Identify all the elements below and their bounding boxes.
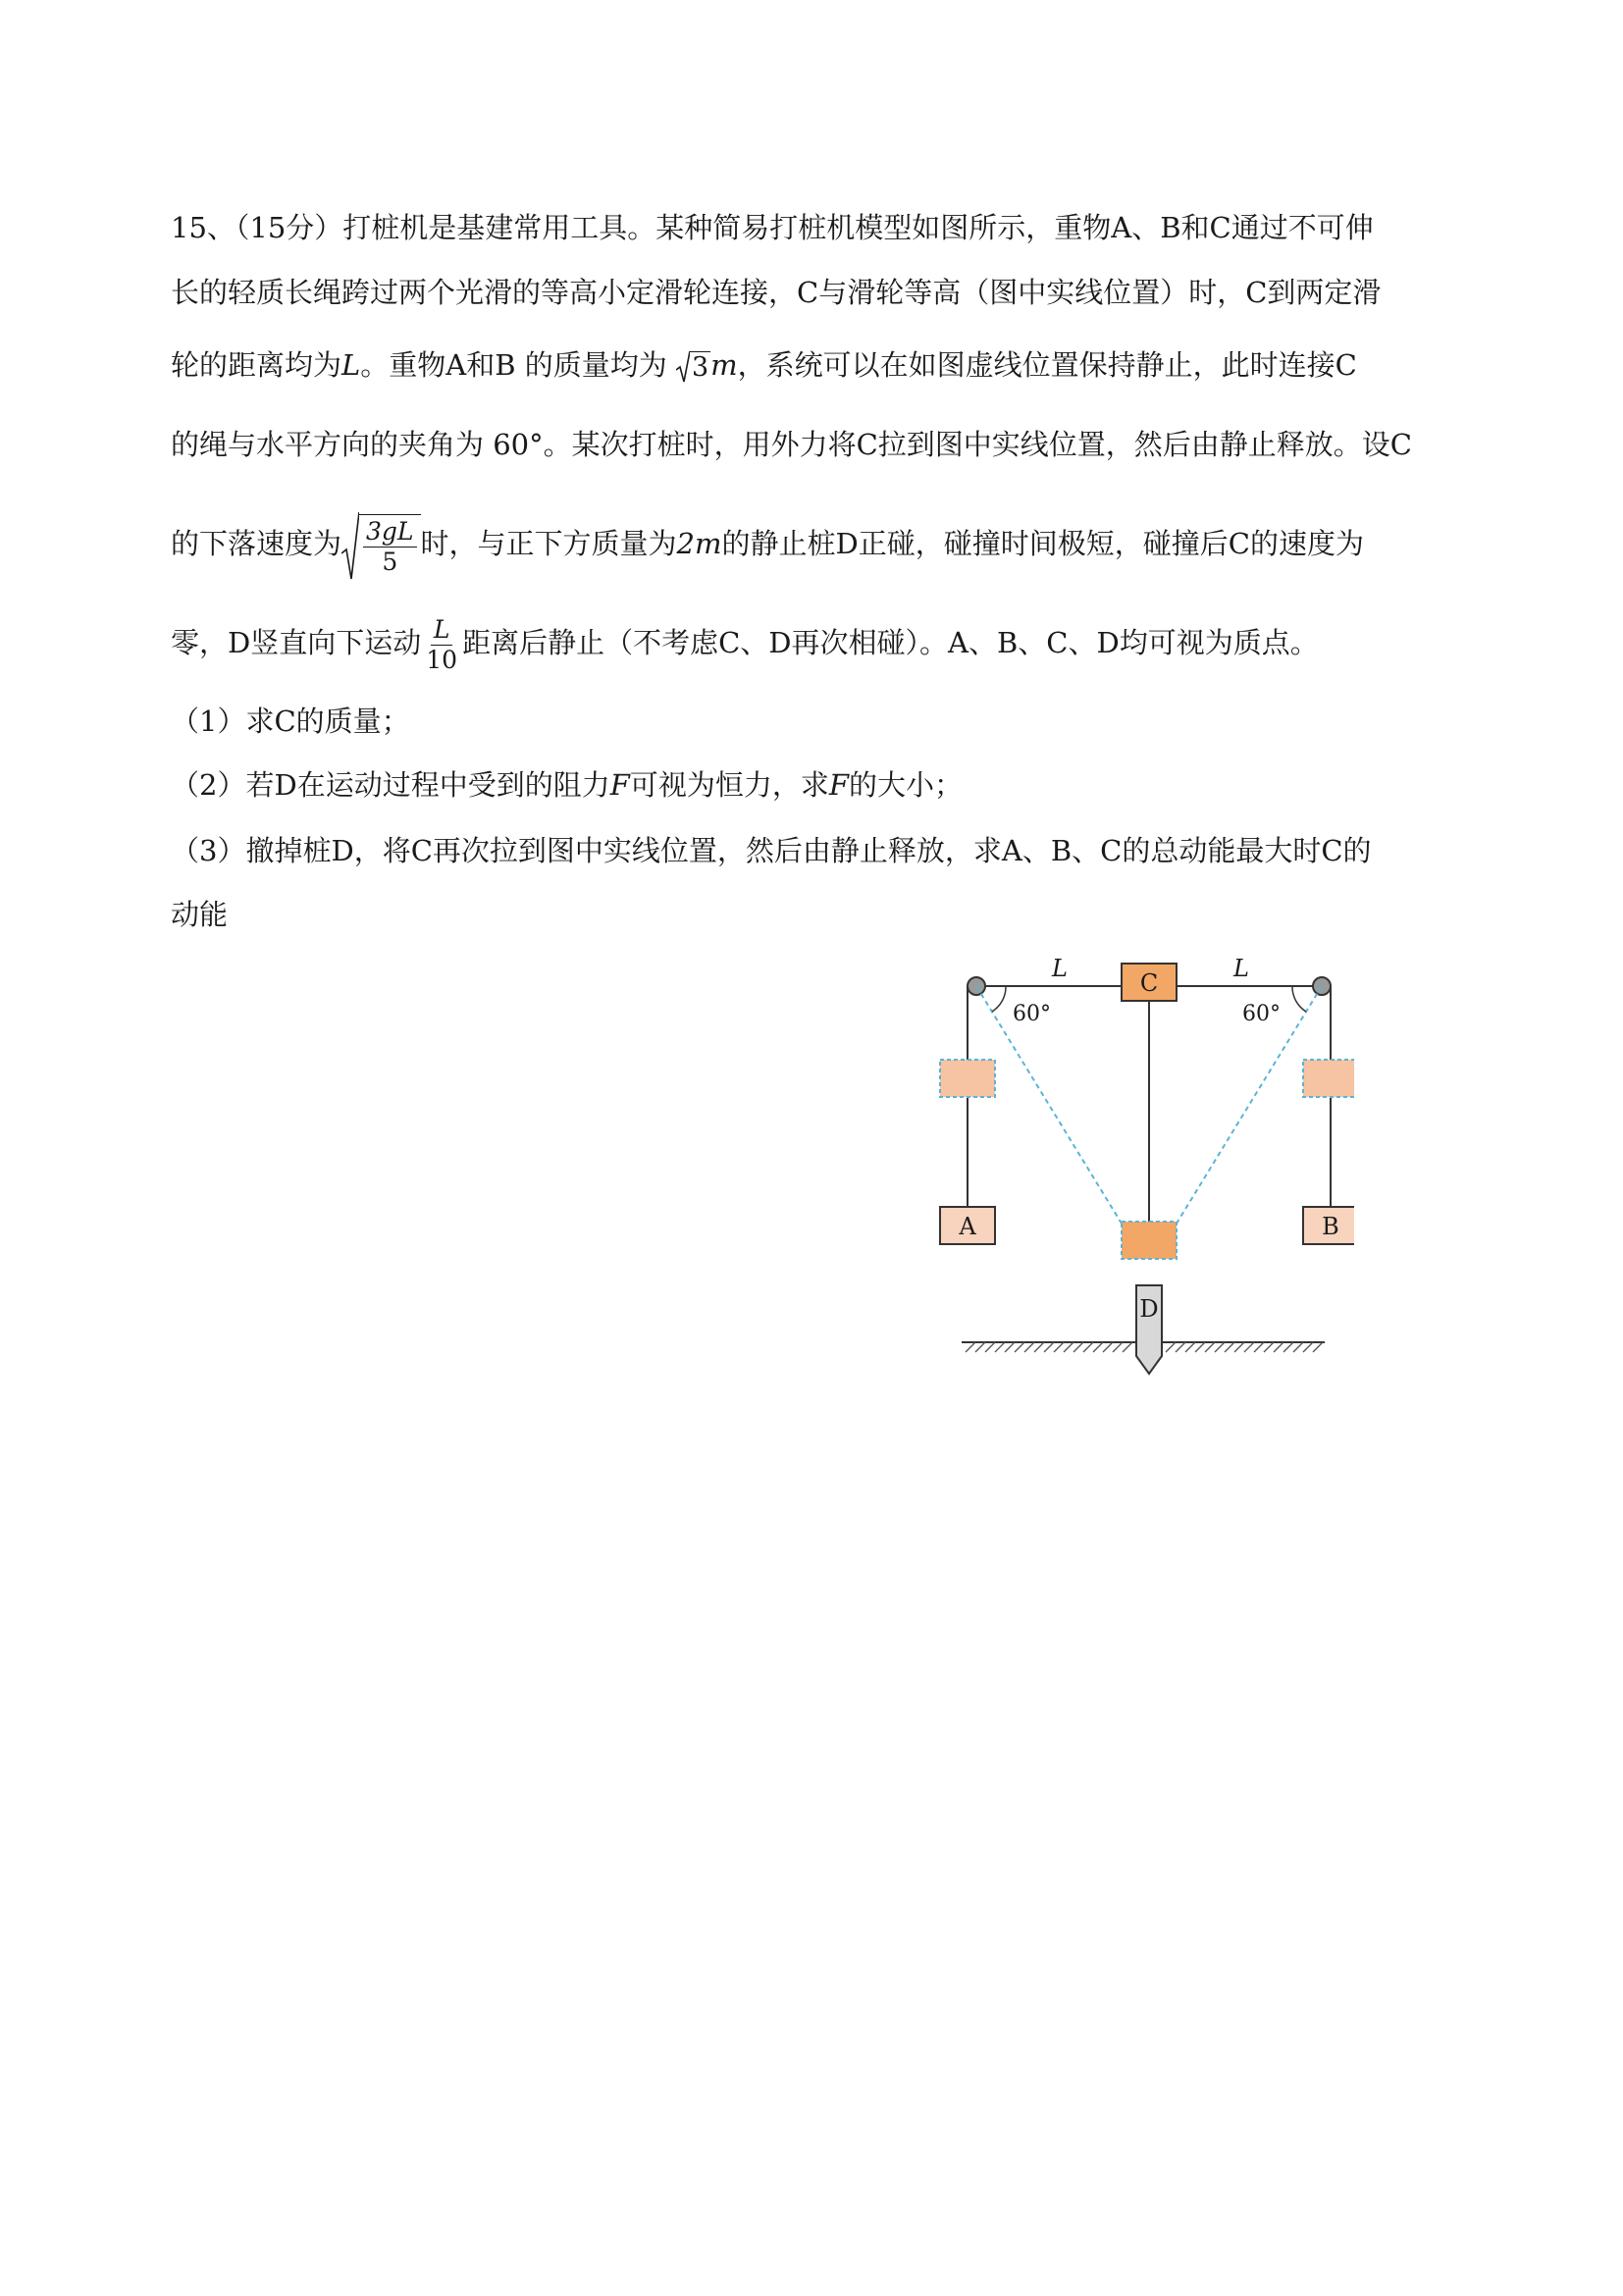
pile-driver-figure <box>922 942 1354 1393</box>
question-2 <box>171 765 1437 805</box>
text-segment: 的大小； <box>848 768 963 802</box>
fraction <box>423 615 460 675</box>
dashed-rope-left <box>976 986 1129 1236</box>
variable-L: L <box>341 348 361 382</box>
text-segment: （2）若D在运动过程中受到的阻力 <box>171 768 610 802</box>
problem-line-5 <box>171 510 1437 576</box>
block-a-dashed-position <box>940 1060 995 1097</box>
text-segment: 可视为恒力，求 <box>629 768 829 802</box>
sqrt-fraction-expression <box>341 510 421 581</box>
text-segment: 的下落速度为 <box>171 527 342 560</box>
variable-F: F <box>609 768 630 802</box>
block-c-dashed-position <box>1122 1222 1177 1259</box>
angle-label-right: 60° <box>1242 1002 1281 1026</box>
length-label-right: L <box>1233 955 1249 982</box>
radicand: 3 <box>691 351 709 383</box>
mass-2m: 2m <box>676 527 722 560</box>
problem-line-1: 15、（15分）打桩机是基建常用工具。某种简易打桩机模型如图所示，重物A、B和C通过不可伸 <box>171 211 1374 244</box>
pile-d-label: D <box>1139 1295 1159 1323</box>
block-b-label: B <box>1322 1213 1339 1240</box>
question-3: （3）撤掉桩D，将C再次拉到图中实线位置，然后由静止释放，求A、B、C的总动能最大时C的 <box>171 834 1372 867</box>
text-segment: 时，与正下方质量为 <box>420 527 677 560</box>
sqrt-expression <box>676 350 710 384</box>
problem-line-4: 的绳与水平方向的夹角为 60°。某次打桩时，用外力将C拉到图中实线位置，然后由静止释放。设C <box>171 428 1412 461</box>
text-segment: 。重物A和B 的质量均为 <box>360 348 667 382</box>
block-a-label: A <box>959 1213 976 1240</box>
question-1: （1）求C的质量； <box>171 704 410 738</box>
radical-sign-icon <box>341 510 359 581</box>
text-segment: ，系统可以在如图虚线位置保持静止，此时连接C <box>737 348 1357 382</box>
angle-arc-right <box>1292 986 1306 1012</box>
length-label-left: L <box>1052 955 1068 982</box>
fraction-denominator: 10 <box>426 645 458 674</box>
problem-line-6 <box>171 608 1437 677</box>
fraction-numerator: 3gL <box>363 517 417 548</box>
fraction-numerator: L <box>431 615 453 646</box>
fraction <box>363 517 417 577</box>
text-segment: 距离后静止（不考虑C、D再次相碰）。A、B、C、D均可视为质点。 <box>462 626 1319 659</box>
angle-label-left: 60° <box>1013 1002 1051 1026</box>
radical-sign-icon <box>676 350 690 384</box>
text-segment: 的静止桩D正碰，碰撞时间极短，碰撞后C的速度为 <box>721 527 1364 560</box>
angle-arc-left <box>992 986 1006 1012</box>
problem-line-2: 长的轻质长绳跨过两个光滑的等高小定滑轮连接，C与滑轮等高（图中实线位置）时，C到两定滑 <box>171 276 1382 309</box>
question-3-continued: 动能 <box>171 898 229 931</box>
text-segment: 轮的距离均为 <box>171 348 342 382</box>
variable-m: m <box>710 348 738 382</box>
text-segment: 零，D竖直向下运动 <box>171 626 422 659</box>
fraction-denominator: 5 <box>382 547 398 576</box>
block-c-label: C <box>1139 969 1159 997</box>
problem-line-3 <box>171 345 1437 385</box>
block-b-dashed-position <box>1303 1060 1354 1097</box>
variable-F: F <box>828 768 849 802</box>
